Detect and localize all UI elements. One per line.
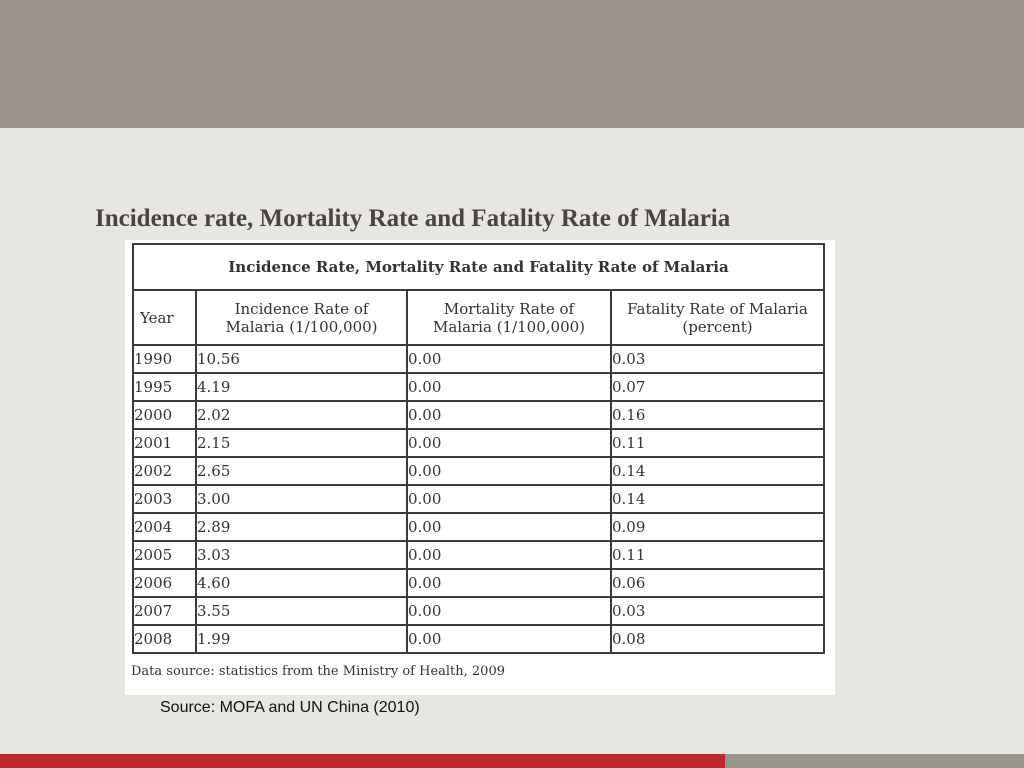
cell-year: 2005 bbox=[133, 541, 196, 569]
cell-incidence: 4.19 bbox=[196, 373, 407, 401]
cell-mortality: 0.00 bbox=[407, 401, 611, 429]
cell-incidence: 2.02 bbox=[196, 401, 407, 429]
cell-fatality: 0.11 bbox=[611, 429, 824, 457]
header-fatality-line2: (percent) bbox=[682, 317, 753, 336]
cell-mortality: 0.00 bbox=[407, 597, 611, 625]
cell-incidence: 3.00 bbox=[196, 485, 407, 513]
source-note: Source: MOFA and UN China (2010) bbox=[160, 699, 420, 716]
cell-mortality: 0.00 bbox=[407, 625, 611, 653]
cell-incidence: 4.60 bbox=[196, 569, 407, 597]
cell-year: 1995 bbox=[133, 373, 196, 401]
table-panel bbox=[125, 240, 835, 695]
bottom-gray-bar bbox=[725, 754, 1024, 768]
table-row bbox=[133, 345, 824, 373]
table-row bbox=[133, 401, 824, 429]
cell-year: 2000 bbox=[133, 401, 196, 429]
cell-mortality: 0.00 bbox=[407, 457, 611, 485]
cell-incidence: 3.55 bbox=[196, 597, 407, 625]
table-row bbox=[133, 625, 824, 653]
cell-incidence: 2.65 bbox=[196, 457, 407, 485]
cell-fatality: 0.16 bbox=[611, 401, 824, 429]
cell-fatality: 0.14 bbox=[611, 485, 824, 513]
table-row bbox=[133, 569, 824, 597]
cell-fatality: 0.08 bbox=[611, 625, 824, 653]
cell-mortality: 0.00 bbox=[407, 513, 611, 541]
cell-fatality: 0.03 bbox=[611, 345, 824, 373]
cell-mortality: 0.00 bbox=[407, 345, 611, 373]
cell-fatality: 0.11 bbox=[611, 541, 824, 569]
cell-mortality: 0.00 bbox=[407, 569, 611, 597]
cell-year: 2008 bbox=[133, 625, 196, 653]
table-data-source: Data source: statistics from the Ministry of Health, 2009 bbox=[131, 664, 505, 679]
table-row bbox=[133, 457, 824, 485]
cell-fatality: 0.06 bbox=[611, 569, 824, 597]
cell-fatality: 0.09 bbox=[611, 513, 824, 541]
malaria-rates-table bbox=[132, 243, 825, 654]
header-mortality-line2: Malaria (1/100,000) bbox=[432, 317, 586, 336]
table-row bbox=[133, 513, 824, 541]
table-row bbox=[133, 429, 824, 457]
header-incidence-line2: Malaria (1/100,000) bbox=[225, 317, 378, 336]
cell-year: 2004 bbox=[133, 513, 196, 541]
cell-incidence: 1.99 bbox=[196, 625, 407, 653]
header-incidence-line1: Incidence Rate of bbox=[234, 299, 369, 318]
cell-year: 2003 bbox=[133, 485, 196, 513]
table-caption: Incidence Rate, Mortality Rate and Fatality Rate of Malaria bbox=[133, 244, 824, 290]
cell-fatality: 0.14 bbox=[611, 457, 824, 485]
cell-year: 2006 bbox=[133, 569, 196, 597]
table-row bbox=[133, 541, 824, 569]
header-fatality-line1: Fatality Rate of Malaria bbox=[627, 299, 808, 318]
cell-fatality: 0.07 bbox=[611, 373, 824, 401]
header-year: Year bbox=[133, 290, 196, 345]
cell-incidence: 2.89 bbox=[196, 513, 407, 541]
cell-mortality: 0.00 bbox=[407, 485, 611, 513]
cell-year: 1990 bbox=[133, 345, 196, 373]
cell-year: 2002 bbox=[133, 457, 196, 485]
cell-mortality: 0.00 bbox=[407, 541, 611, 569]
header-mortality bbox=[407, 290, 611, 345]
cell-incidence: 2.15 bbox=[196, 429, 407, 457]
bottom-accent-bar bbox=[0, 754, 725, 768]
header-mortality-line1: Mortality Rate of bbox=[443, 299, 575, 318]
top-header-band bbox=[0, 0, 1024, 128]
cell-mortality: 0.00 bbox=[407, 373, 611, 401]
table-header-row bbox=[133, 290, 824, 345]
slide-title: Incidence rate, Mortality Rate and Fatality Rate of Malaria bbox=[95, 205, 731, 232]
cell-incidence: 10.56 bbox=[196, 345, 407, 373]
header-fatality bbox=[611, 290, 824, 345]
table-row bbox=[133, 597, 824, 625]
table-row bbox=[133, 373, 824, 401]
cell-fatality: 0.03 bbox=[611, 597, 824, 625]
cell-year: 2001 bbox=[133, 429, 196, 457]
cell-incidence: 3.03 bbox=[196, 541, 407, 569]
cell-mortality: 0.00 bbox=[407, 429, 611, 457]
cell-year: 2007 bbox=[133, 597, 196, 625]
table-row bbox=[133, 485, 824, 513]
header-incidence bbox=[196, 290, 407, 345]
